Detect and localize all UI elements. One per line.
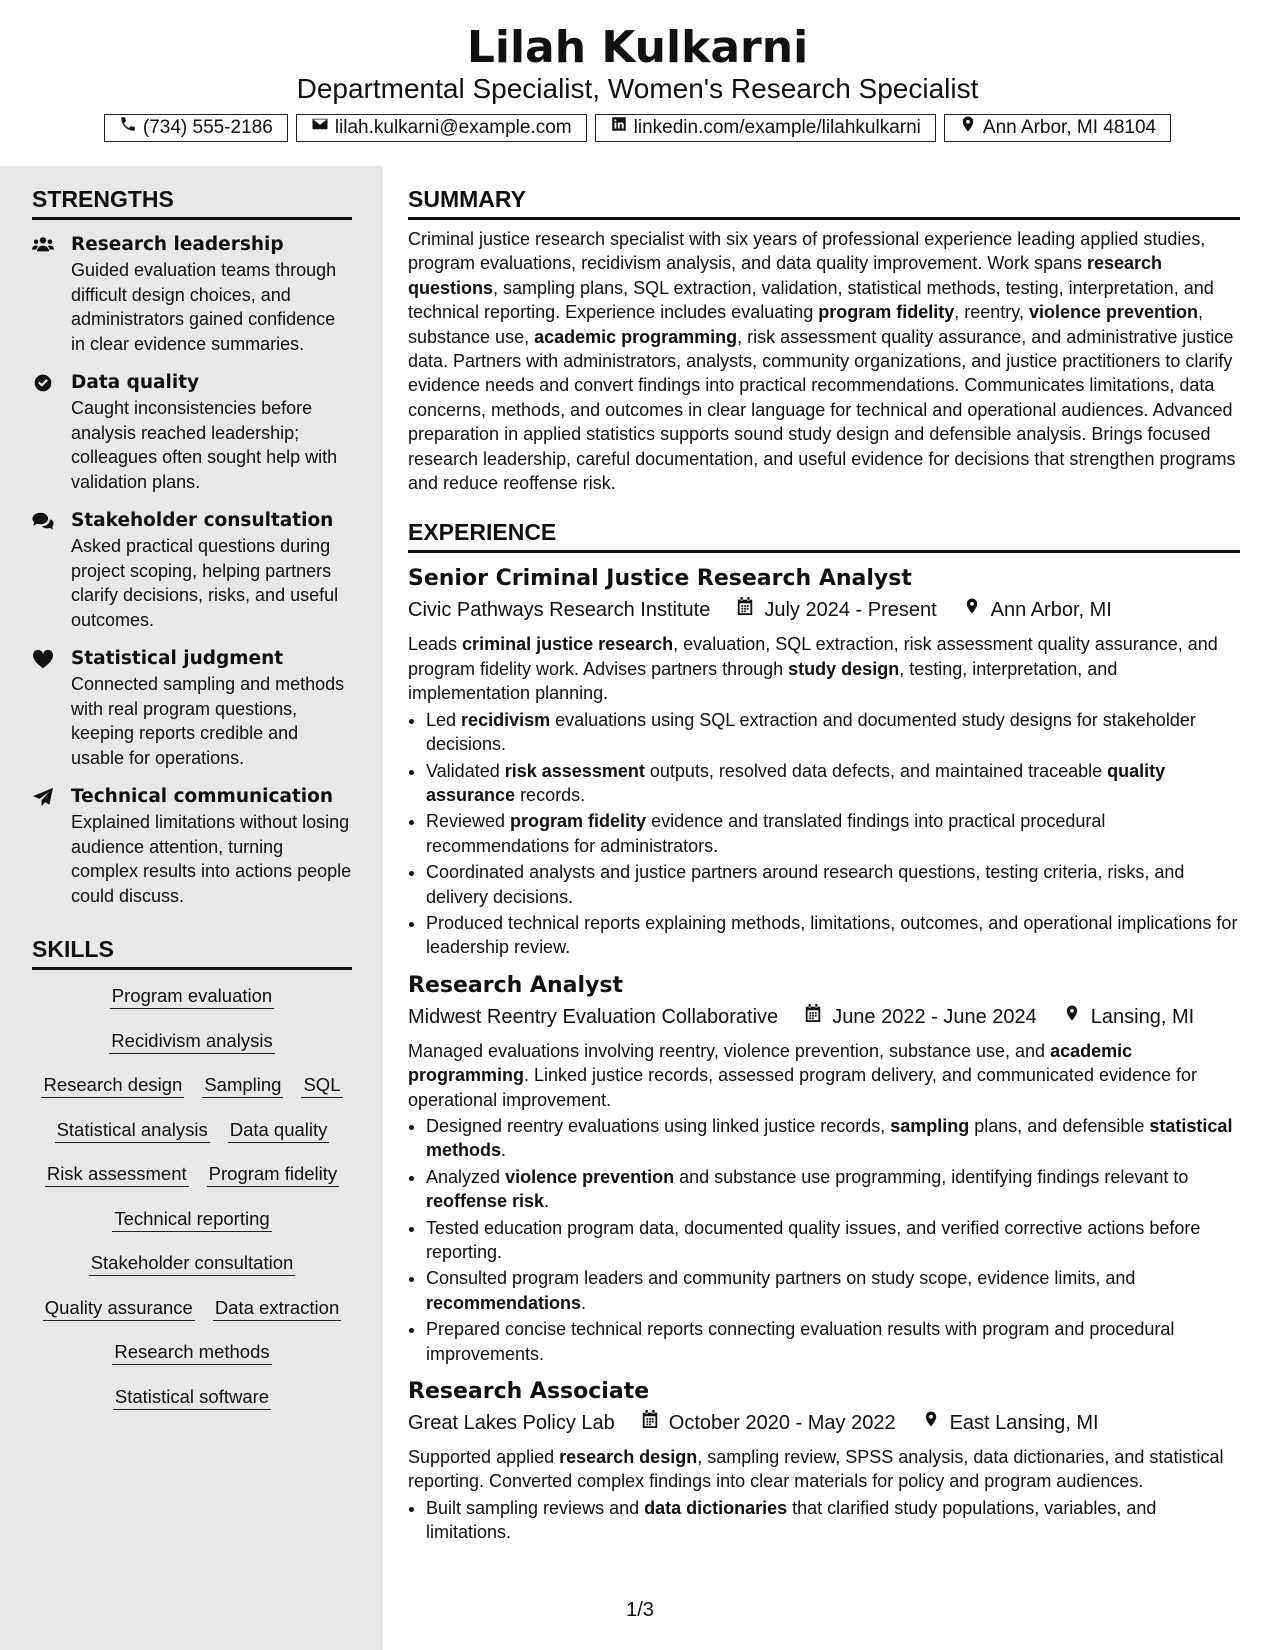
strength-title: Stakeholder consultation <box>71 510 334 531</box>
resume-header <box>0 0 1275 166</box>
skill-tag: Sampling <box>202 1073 283 1098</box>
envelope-icon <box>311 114 329 142</box>
skill-tag: Data extraction <box>213 1296 341 1321</box>
job-meta <box>408 1408 1240 1438</box>
job-bullet: • Prepared concise technical reports connecting evaluation results with program and procedural improvements. <box>426 1317 1240 1366</box>
strength-desc: Explained limitations without losing audience attention, turning complex results into actions people could discuss. <box>71 812 352 906</box>
strength-desc: Guided evaluation teams through difficult design choices, and administrators gained confidence in clear evidence summaries. <box>71 260 337 354</box>
skill-row <box>32 1385 352 1410</box>
job-bullet: • Validated risk assessment outputs, resolved data defects, and maintained traceable quality assurance records. <box>426 759 1240 808</box>
users-icon <box>32 235 56 255</box>
job-bullet: • Coordinated analysts and justice partners around research questions, testing criteria, risks, and delivery decisions. <box>426 860 1240 909</box>
skill-tag: Statistical analysis <box>55 1118 210 1143</box>
job-summary: Supported applied research design, sampling review, SPSS analysis, data dictionaries, and statistical reporting. Converted complex findings into clear materials for policy and program audiences. <box>408 1447 1224 1492</box>
company-name: Civic Pathways Research Institute <box>408 599 711 622</box>
job-bullets <box>408 1496 1240 1545</box>
contact-linkedin[interactable] <box>595 114 936 142</box>
company-name: Great Lakes Policy Lab <box>408 1412 615 1435</box>
skill-tag: Quality assurance <box>43 1296 195 1321</box>
skill-row <box>32 1162 352 1187</box>
contact-phone[interactable] <box>104 114 288 142</box>
main-content <box>408 166 1240 1547</box>
contact-bar <box>0 114 1275 142</box>
check-circle-icon <box>32 373 56 393</box>
strengths-list <box>32 232 352 908</box>
strength-title: Data quality <box>71 372 200 393</box>
skill-tag: Stakeholder consultation <box>89 1251 296 1276</box>
page-number: 1/3 <box>626 1599 654 1621</box>
job-bullet: • Built sampling reviews and data dictionaries that clarified study populations, variables, and limitations. <box>426 1496 1240 1545</box>
job-bullet: • Analyzed violence prevention and substance use programming, identifying findings relevant to reoffense risk. <box>426 1165 1240 1214</box>
skill-tag: Program evaluation <box>110 984 274 1009</box>
job-summary: Managed evaluations involving reentry, violence prevention, substance use, and academic programming. Linked justice records, assessed program delivery, and communicated evidence for operational improvement. <box>408 1040 1198 1110</box>
bold-keyword: violence prevention <box>1028 302 1199 323</box>
job-title: Research Analyst <box>408 972 623 998</box>
experience-list <box>408 565 1240 1544</box>
skill-tag: SQL <box>301 1073 342 1098</box>
job-location: Ann Arbor, MI <box>990 599 1112 622</box>
paper-plane-icon <box>32 787 56 807</box>
strength-desc: Asked practical questions during project scoping, helping partners clarify decisions, risks, and useful outcomes. <box>71 536 339 630</box>
job-summary: Leads criminal justice research, evaluation, SQL extraction, risk assessment quality assurance, and program fidelity work. Advises partners through study design, testing, interpretation, and implementation planning. <box>408 634 1218 704</box>
calendar-icon <box>736 595 754 625</box>
skill-row <box>32 1118 352 1143</box>
bold-keyword: program fidelity <box>818 302 955 323</box>
bold-keyword: academic programming <box>408 1040 1133 1086</box>
summary-text: Criminal justice research specialist with six years of professional experience leading applied studies, program evaluations, recidivism analysis, and data quality improvement. Work spans research questions, sampling plans, SQL extraction, validation, statistical methods, testing, interpretation, and technical reporting. Experience includes evaluating program fidelity, reentry, violence prevention, substance use, academic programming, risk assessment quality assurance, and administrative justice data. Partners with administrators, analysts, community organizations, and justice practitioners to clarify evidence needs and convert findings into practical recommendations. Communicates limitations, data concerns, methods, and outcomes in clear language for technical and operational audiences. Advanced preparation in applied statistics supports sound study design and defensible analysis. Brings focused research leadership, careful documentation, and useful evidence for decisions that strengthen programs and reduce reoffense risk. <box>408 229 1236 494</box>
linkedin-icon <box>610 114 628 142</box>
job-dates: October 2020 - May 2022 <box>668 1412 896 1435</box>
map-pin-icon <box>959 114 977 142</box>
experience-heading: EXPERIENCE <box>408 499 1240 553</box>
skill-tag: Program fidelity <box>207 1162 340 1187</box>
strength-item <box>32 508 352 632</box>
map-pin-icon <box>1063 1002 1081 1032</box>
bold-keyword: recidivism <box>461 709 551 730</box>
strength-item <box>32 646 352 770</box>
strength-desc: Caught inconsistencies before analysis reached leadership; colleagues often sought help with validation plans. <box>71 398 338 492</box>
job-bullet: • Reviewed program fidelity evidence and translated findings into practical procedural recommendations for administrators. <box>426 809 1240 858</box>
skill-row <box>32 1296 352 1321</box>
strength-item <box>32 784 352 908</box>
skill-tag: Technical reporting <box>112 1207 271 1232</box>
skill-tag: Research design <box>41 1073 184 1098</box>
skill-tag: Research methods <box>112 1340 271 1365</box>
skill-row <box>32 1073 352 1098</box>
bold-keyword: data dictionaries <box>644 1497 788 1518</box>
phone-icon <box>119 114 137 142</box>
bold-keyword: quality assurance <box>426 760 1166 805</box>
strength-desc: Connected sampling and methods with real program questions, keeping reports credible and usable for operations. <box>71 674 345 768</box>
bold-keyword: research questions <box>408 253 1163 298</box>
strength-title: Technical communication <box>71 786 334 807</box>
strength-title: Statistical judgment <box>71 648 284 669</box>
job-title: Research Associate <box>408 1379 650 1405</box>
strength-title: Research leadership <box>71 234 284 255</box>
calendar-icon <box>641 1408 659 1438</box>
job-bullet: • Tested education program data, documented quality issues, and verified corrective actions before reporting. <box>426 1216 1240 1265</box>
job-dates: June 2022 - June 2024 <box>832 1005 1037 1028</box>
job-location: Lansing, MI <box>1090 1005 1195 1028</box>
calendar-icon <box>804 1002 822 1032</box>
bold-keyword: research design <box>559 1447 698 1468</box>
skill-tag: Statistical software <box>113 1385 271 1410</box>
skill-row <box>32 1029 352 1054</box>
bold-keyword: study design <box>788 658 900 679</box>
sidebar <box>0 166 383 1650</box>
company-name: Midwest Reentry Evaluation Collaborative <box>408 1005 779 1028</box>
contact-location <box>944 114 1171 142</box>
skill-tag: Risk assessment <box>45 1162 189 1187</box>
job-entry <box>408 565 1240 959</box>
contact-linkedin-text: linkedin.com/example/lilahkulkarni <box>633 117 921 138</box>
bold-keyword: criminal justice research <box>462 634 674 655</box>
skill-tag: Data quality <box>228 1118 330 1143</box>
contact-email[interactable] <box>296 114 587 142</box>
skill-row <box>32 984 352 1009</box>
job-meta <box>408 595 1240 625</box>
job-entry <box>408 1378 1240 1545</box>
contact-email-text: lilah.kulkarni@example.com <box>334 117 572 138</box>
job-title: Senior Criminal Justice Research Analyst <box>408 566 912 592</box>
job-entry <box>408 972 1240 1366</box>
job-bullet: • Led recidivism evaluations using SQL extraction and documented study designs for stakeholder decisions. <box>426 708 1240 757</box>
candidate-title: Departmental Specialist, Women's Research Specialist <box>296 73 979 104</box>
candidate-name: Lilah Kulkarni <box>466 22 809 73</box>
skills-heading: SKILLS <box>32 916 352 970</box>
job-bullets <box>408 708 1240 960</box>
heart-icon <box>32 649 56 669</box>
skills-list <box>32 984 352 1410</box>
job-bullet: • Produced technical reports explaining methods, limitations, outcomes, and operational implications for leadership review. <box>426 911 1240 960</box>
job-bullet: • Consulted program leaders and community partners on study scope, evidence limits, and recommendations. <box>426 1266 1240 1315</box>
job-dates: July 2024 - Present <box>764 599 937 622</box>
bold-keyword: academic programming <box>534 326 738 347</box>
skill-tag: Recidivism analysis <box>109 1029 274 1054</box>
contact-location-text: Ann Arbor, MI 48104 <box>982 117 1157 138</box>
job-location: East Lansing, MI <box>949 1412 1099 1435</box>
map-pin-icon <box>963 595 981 625</box>
contact-phone-text: (734) 555-2186 <box>142 117 273 138</box>
job-bullets <box>408 1114 1240 1366</box>
bold-keyword: program fidelity <box>510 811 647 832</box>
bold-keyword: reoffense risk <box>426 1191 545 1212</box>
job-meta <box>408 1002 1240 1032</box>
skill-row <box>32 1207 352 1232</box>
bold-keyword: statistical methods <box>426 1115 1233 1161</box>
bold-keyword: recommendations <box>426 1292 582 1313</box>
bold-keyword: violence prevention <box>505 1166 675 1187</box>
strength-item <box>32 370 352 494</box>
strengths-heading: STRENGTHS <box>32 166 352 220</box>
strength-item <box>32 232 352 356</box>
bold-keyword: sampling <box>890 1115 970 1136</box>
bold-keyword: risk assessment <box>504 760 645 781</box>
summary-heading: SUMMARY <box>408 166 1240 220</box>
comments-icon <box>32 511 56 531</box>
skill-row <box>32 1251 352 1276</box>
skill-row <box>32 1340 352 1365</box>
job-bullet: • Designed reentry evaluations using linked justice records, sampling plans, and defensible statistical methods. <box>426 1114 1240 1163</box>
map-pin-icon <box>922 1408 940 1438</box>
